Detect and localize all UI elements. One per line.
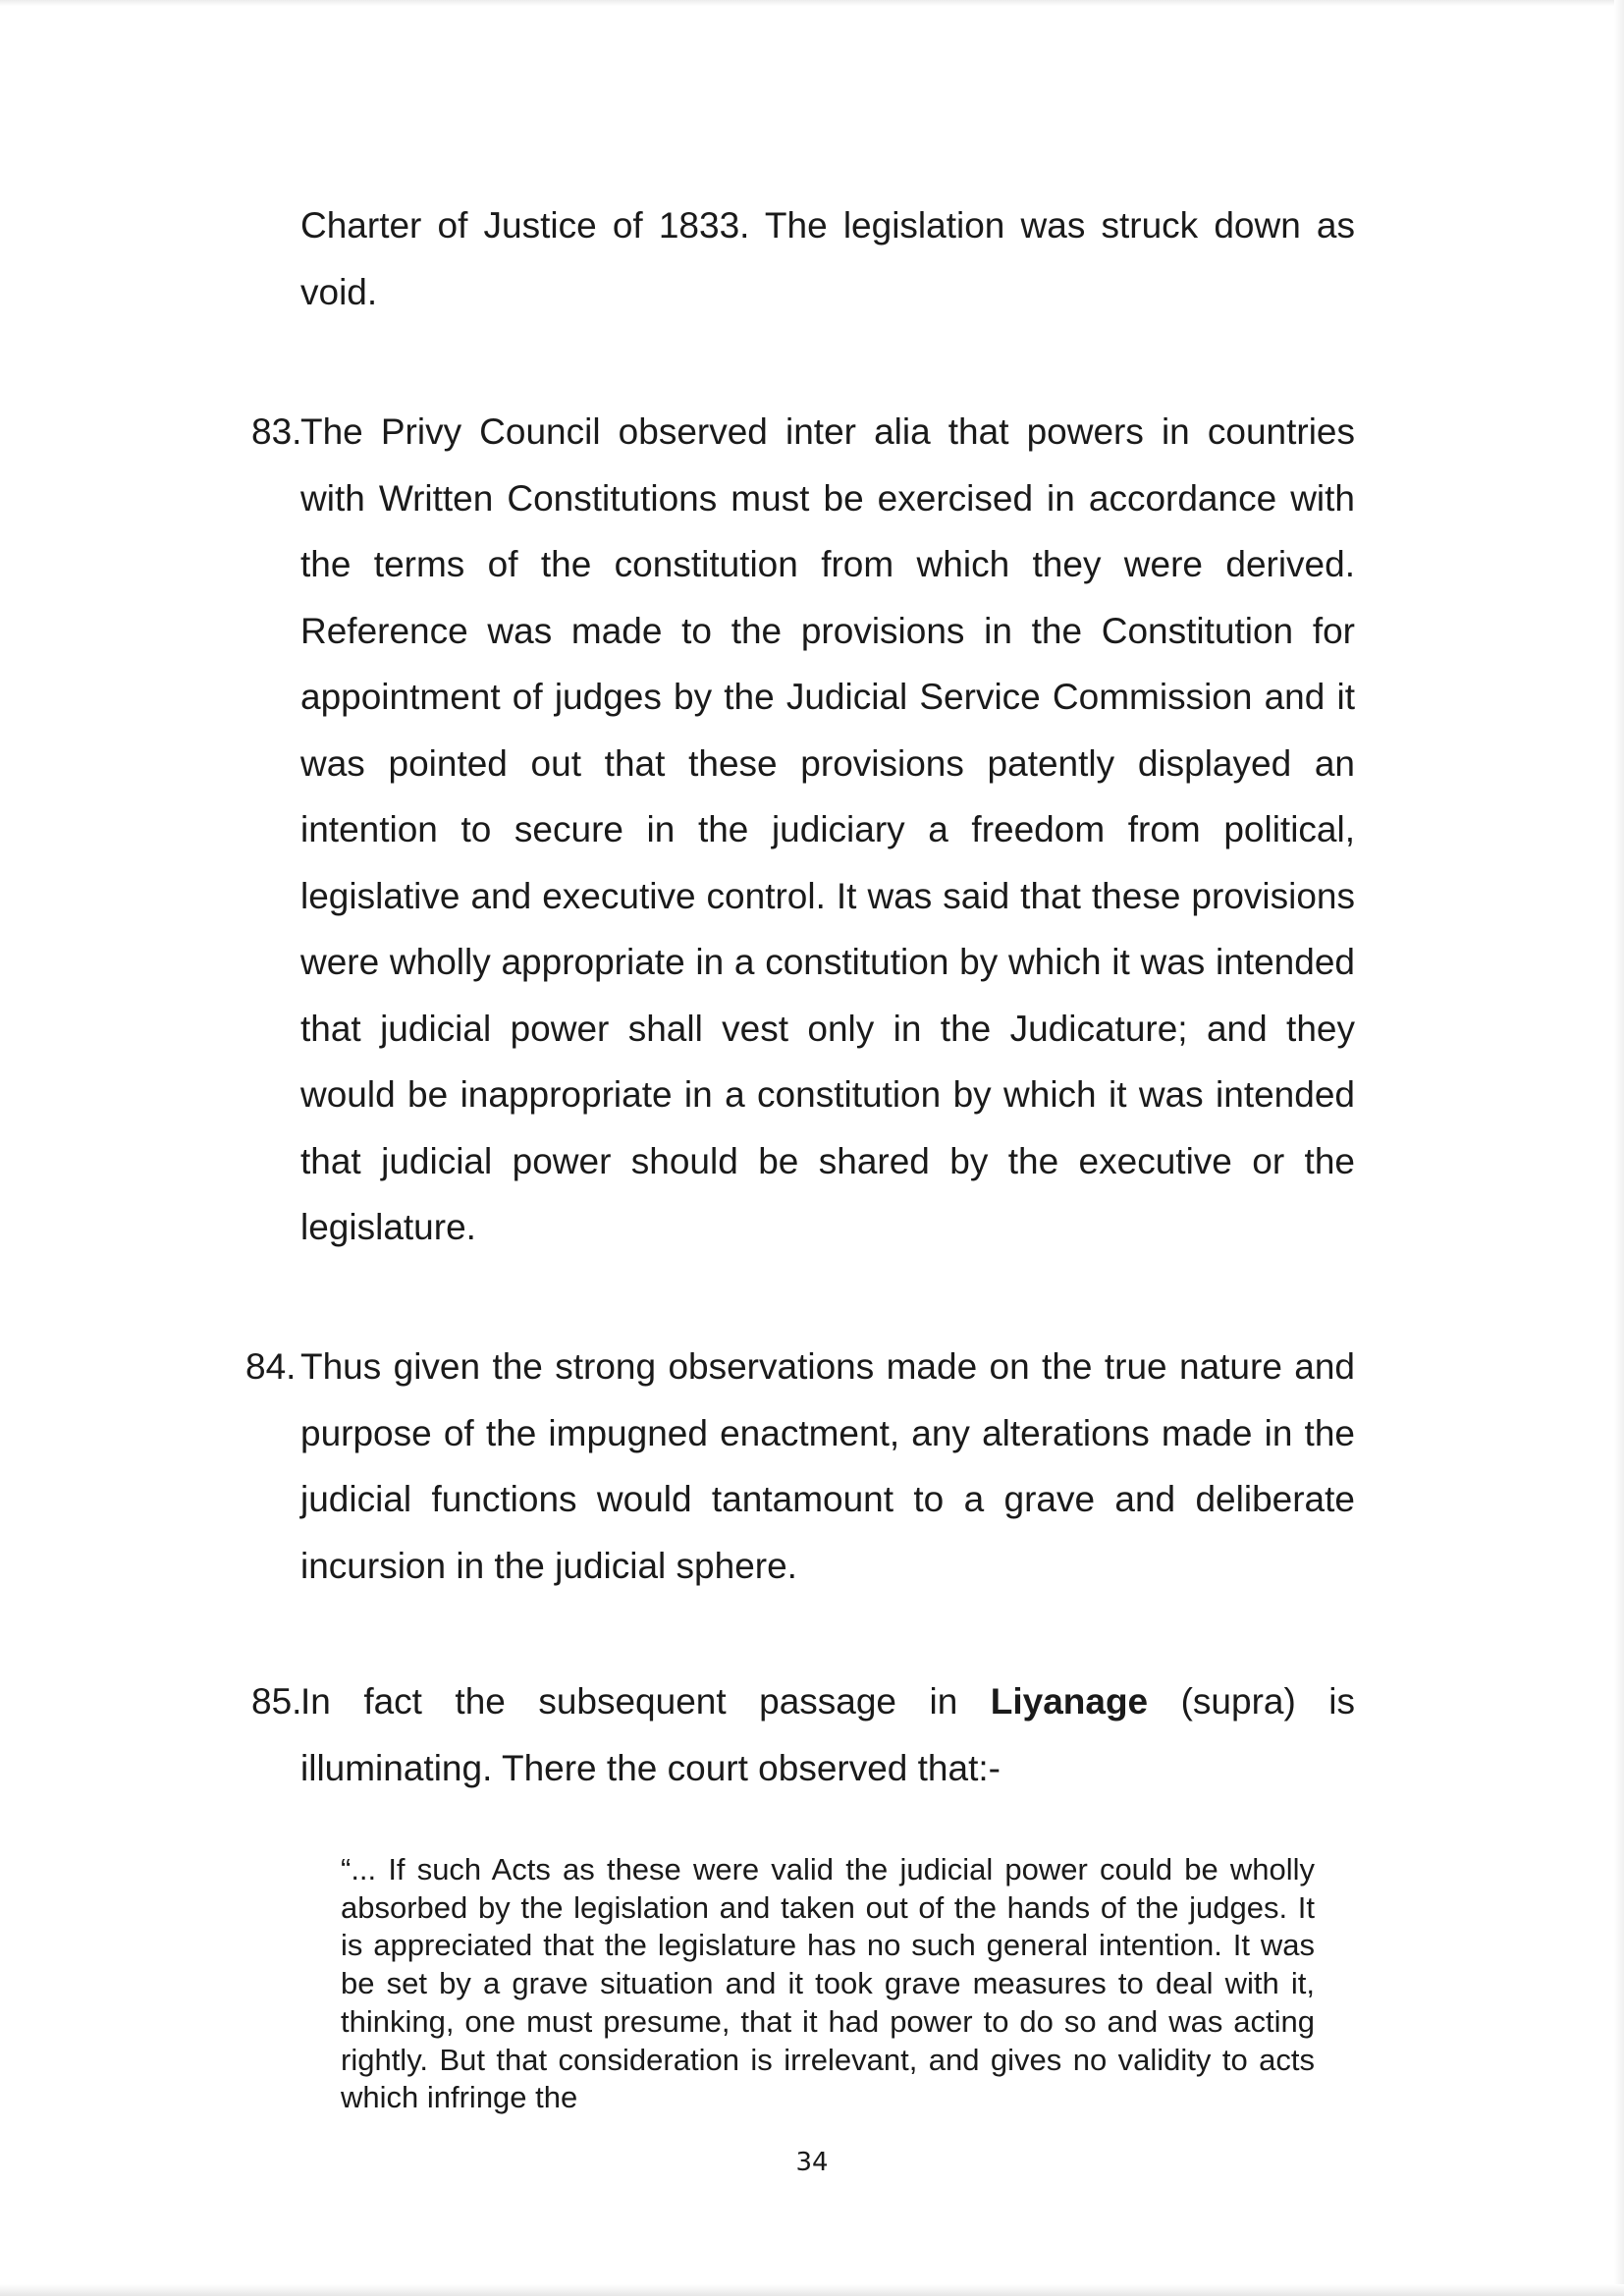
paragraph-84-text: Thus given the strong observations made on the true nature and purpose of the impugned enactment, any alterations made in the judicial functions would tantamount to a grave and deliberate incursion in the judicial sphere. [300,1346,1355,1586]
scan-edge-top [0,0,1624,6]
scan-edge-right [1614,0,1624,2296]
continuation-text: Charter of Justice of 1833. The legislation was struck down as void. [300,205,1355,312]
paragraph-85-lead [300,1681,1355,1788]
paragraph-number-85: 85. [251,1681,302,1722]
paragraph-83-text: The Privy Council observed inter alia that powers in countries with Written Constitutions must be exercised in accordance with the terms of the constitution from which they were derived. Reference was made to the provisions in the Constitution for appointment of judges by the Judicial Service Commission and it was pointed out that these provisions patently displayed an intention to secure in the judiciary a freedom from political, legislative and executive control. It was said that these provisions were wholly appropriate in a constitution by which it was intended that judicial power shall vest only in the Judicature; and they would be inappropriate in a constitution by which it was intended that judicial power should be shared by the executive or the legislature. [300,411,1355,1247]
paragraph-85-before: In fact the subsequent passage in [300,1681,991,1722]
paragraph-number-84: 84. [245,1346,297,1387]
paragraph-85-text [300,1668,1355,1801]
scan-edge-bottom [0,2284,1624,2296]
page-number: 34 [795,2148,829,2177]
case-name: Liyanage [990,1681,1149,1722]
paragraph-85-after: (supra) is illuminating. There the court observed that:- [300,1681,1355,1788]
paragraph-number-83: 83. [251,411,302,452]
block-quote: “... If such Acts as these were valid the judicial power could be wholly absorbed by the legislation and taken out of the hands of the judges. It is appreciated that the legislature has no such general intention. It was be set by a grave situation and it took grave measures to deal with it, thinking, one must presume, that it had power to do so and was acting rightly. But that consideration is irrelevant, and gives no validity to acts which infringe the [341,1852,1315,2115]
